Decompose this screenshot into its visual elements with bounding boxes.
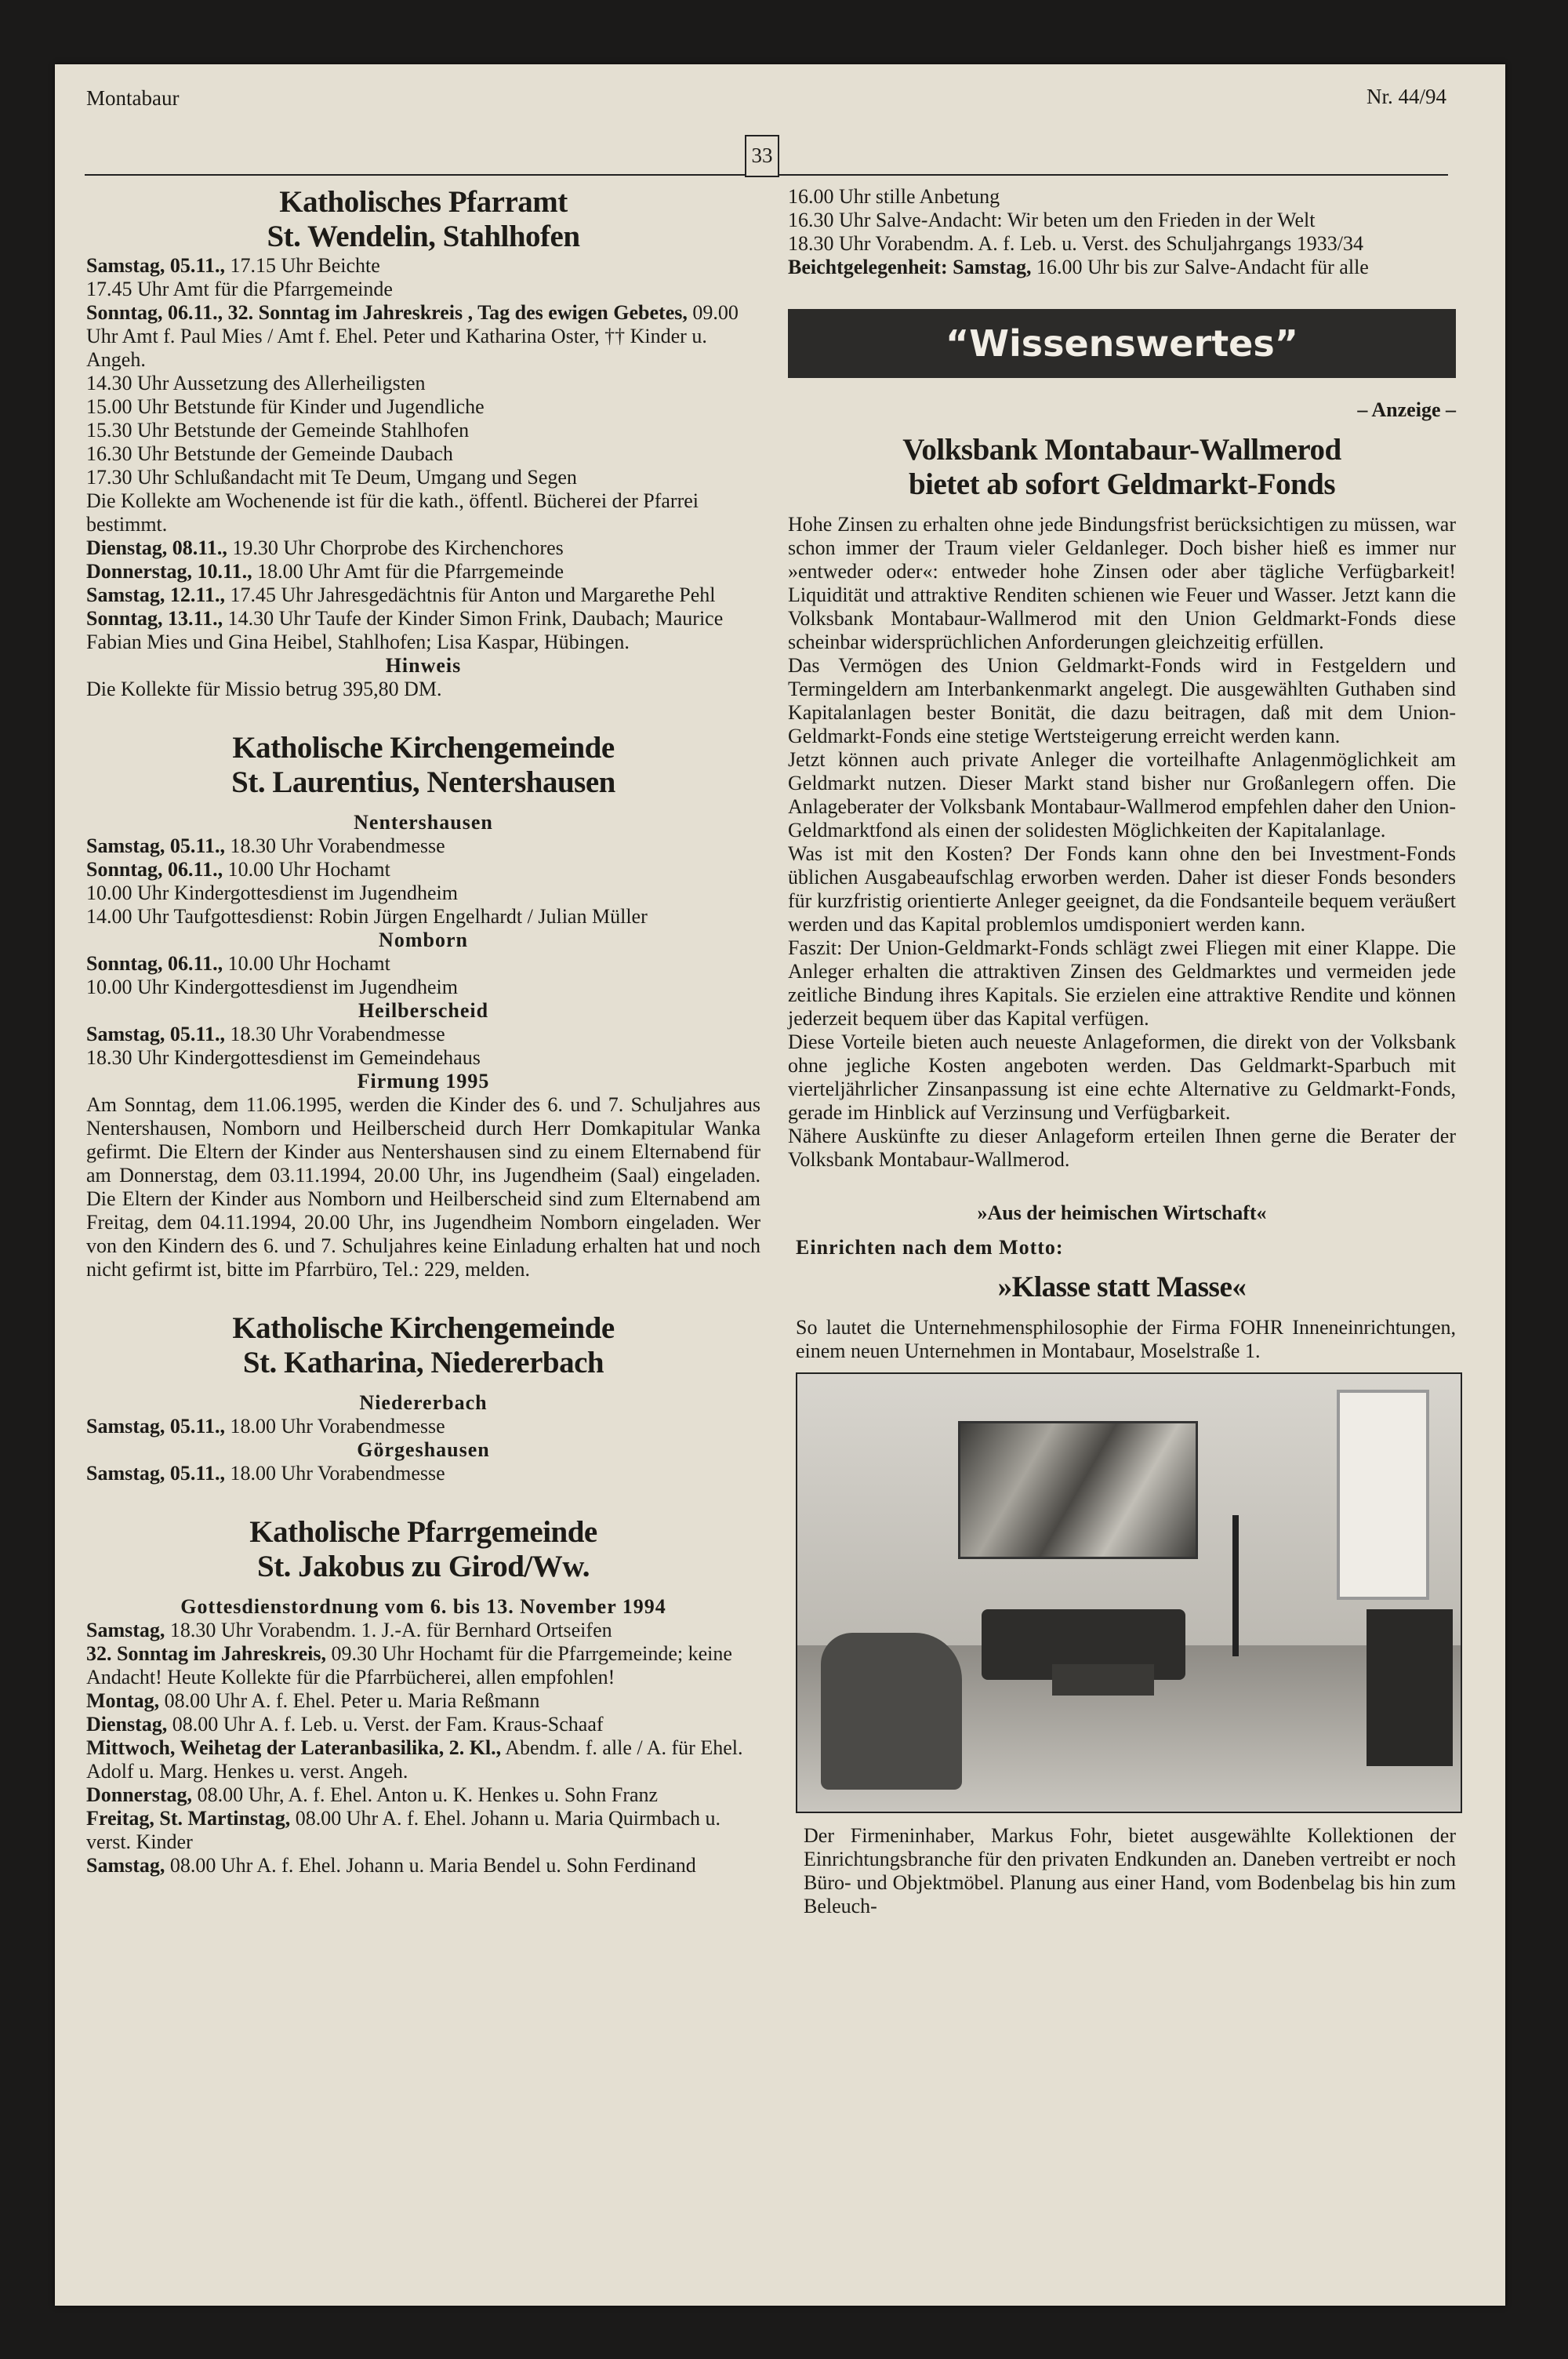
schedule-text: 09.30 Uhr Hochamt für die Pfarrgemeinde; keine Andacht! Heute Kollekte für die Pfarrbücherei, allen empfohlen! bbox=[86, 1642, 732, 1688]
photo-armchair bbox=[821, 1633, 962, 1790]
schedule-text: 17.30 Uhr Schlußandacht mit Te Deum, Umgang und Segen bbox=[86, 466, 577, 489]
schedule-text: 08.00 Uhr, A. f. Ehel. Anton u. K. Henkes u. Sohn Franz bbox=[192, 1783, 659, 1806]
schedule-line bbox=[86, 1854, 760, 1877]
schedule-text: 14.00 Uhr Taufgottesdienst: Robin Jürgen Engelhardt / Julian Müller bbox=[86, 905, 648, 928]
wirtschaft-sub: Einrichten nach dem Motto: bbox=[796, 1236, 1064, 1259]
schedule-line bbox=[86, 607, 760, 654]
schedule-text: 10.00 Uhr Kindergottesdienst im Jugendheim bbox=[86, 976, 458, 998]
schedule-day: Mittwoch, Weihetag der Lateranbasilika, 2. Kl., bbox=[86, 1736, 502, 1759]
schedule-text: 18.30 Uhr Vorabendm. A. f. Leb. u. Verst. des Schuljahrgangs 1933/34 bbox=[788, 232, 1363, 255]
section-title: Katholische Kirchengemeinde bbox=[232, 731, 615, 765]
article-paragraph: Jetzt können auch private Anleger die vorteilhafte Anlagenmöglichkeit am Geldmarkt nutzen. Dieser Markt stand bisher nur Großanlegern offen. Die Anlageberater der Volksbank Montabaur-Wallmerod empfehlen daher den Union-Geldmarktfond als einen der solidesten Möglichkeiten der Kapitalanlage. bbox=[788, 748, 1456, 841]
schedule-line bbox=[86, 1713, 760, 1736]
parish-heading: Nomborn bbox=[379, 929, 468, 951]
schedule-line bbox=[86, 1415, 760, 1438]
schedule-text: 17.15 Uhr Beichte bbox=[224, 254, 380, 277]
schedule-line bbox=[86, 905, 760, 929]
schedule-line bbox=[86, 466, 760, 489]
issue-number: Nr. 44/94 bbox=[1366, 85, 1446, 108]
continuation-lines bbox=[788, 185, 1456, 279]
schedule-line bbox=[86, 881, 760, 905]
article-paragraph: Hohe Zinsen zu erhalten ohne jede Bindungsfrist berücksichtigen zu müssen, war schon immer der Traum vieler Geldanleger. Doch bisher hieß es immer nur »entweder oder«: entweder hohe Zinsen oder aber tägliche Verfügbarkeit! Liquidität und attraktive Renditen schienen wie Feuer und Wasser. Jetzt kann die Volksbank Montabaur-Wallmerod mit den Union Geldmarkt-Fonds diese scheinbar widersprüchlichen Anforderungen gleichzeitig erfüllen. bbox=[788, 513, 1456, 653]
schedule-text: 10.00 Uhr Hochamt bbox=[223, 858, 390, 881]
laurentius-section bbox=[86, 731, 760, 1281]
photo-window bbox=[1337, 1390, 1429, 1600]
photo-lamp bbox=[1232, 1515, 1239, 1656]
schedule-text: 08.00 Uhr A. f. Ehel. Johann u. Maria Quirmbach u. verst. Kinder bbox=[86, 1807, 720, 1853]
wirtschaft-kicker: »Aus der heimischen Wirtschaft« bbox=[977, 1201, 1267, 1224]
schedule-day: Donnerstag, 10.11., bbox=[86, 560, 252, 583]
schedule-text: 15.00 Uhr Betstunde für Kinder und Jugendliche bbox=[86, 395, 485, 418]
schedule-line bbox=[86, 858, 760, 881]
schedule-line bbox=[86, 834, 760, 858]
schedule-text: 08.00 Uhr A. f. Ehel. Johann u. Maria Bendel u. Sohn Ferdinand bbox=[165, 1854, 696, 1877]
wissenswertes-banner: “Wissenswertes” bbox=[788, 309, 1456, 378]
photo-caption: Der Firmeninhaber, Markus Fohr, bietet ausgewählte Kollektionen der Einrichtungsbranche für den privaten Endkunden an. Daneben vertreibt er noch Büro- und Objektmöbel. Planung aus einer Hand, vom Bodenbelag bis hin zum Beleuch- bbox=[804, 1824, 1456, 1917]
schedule-text: 17.45 Uhr Amt für die Pfarrgemeinde bbox=[86, 278, 393, 300]
schedule-line bbox=[86, 395, 760, 419]
section-title: St. Laurentius, Nentershausen bbox=[231, 765, 615, 799]
schedule-text: 16.30 Uhr Betstunde der Gemeinde Daubach bbox=[86, 442, 453, 465]
schedule-day: Samstag, 12.11., bbox=[86, 583, 225, 606]
schedule-day: Samstag, 05.11., bbox=[86, 1023, 225, 1045]
anzeige-label: – Anzeige – bbox=[1357, 398, 1456, 421]
schedule-line bbox=[788, 232, 1456, 256]
schedule-line bbox=[788, 256, 1456, 279]
schedule-day: 32. Sonntag im Jahreskreis, bbox=[86, 1642, 327, 1665]
schedule-line bbox=[86, 952, 760, 976]
schedule-text: 15.30 Uhr Betstunde der Gemeinde Stahlhofen bbox=[86, 419, 470, 442]
article-body bbox=[788, 513, 1456, 1172]
firmung-heading: Firmung 1995 bbox=[357, 1070, 490, 1092]
schedule-day: Sonntag, 13.11., bbox=[86, 607, 223, 630]
photo-table bbox=[1052, 1664, 1154, 1696]
schedule-line bbox=[86, 372, 760, 395]
schedule-line bbox=[788, 185, 1456, 209]
schedule-list bbox=[86, 1023, 760, 1070]
schedule-day: Sonntag, 06.11., bbox=[86, 858, 223, 881]
schedule-text: 16.00 Uhr bis zur Salve-Andacht für alle bbox=[1031, 256, 1369, 278]
section-title: St. Jakobus zu Girod/Ww. bbox=[257, 1550, 590, 1583]
header-location: Montabaur bbox=[86, 86, 180, 110]
schedule-line bbox=[86, 536, 760, 560]
schedule-text: 14.30 Uhr Aussetzung des Allerheiligsten bbox=[86, 372, 426, 394]
header-rule-left bbox=[85, 174, 745, 176]
schedule-text: 18.00 Uhr Amt für die Pfarrgemeinde bbox=[252, 560, 564, 583]
schedule-text: 14.30 Uhr Taufe der Kinder Simon Frink, Daubach; Maurice Fabian Mies und Gina Heibel, Stahlhofen; Lisa Kaspar, Hübingen. bbox=[86, 607, 724, 653]
article-paragraph: Diese Vorteile bieten auch neueste Anlageformen, die direkt von der Volksbank ohne jegliche Kosten angeboten werden. Das Geldmarkt-Sparbuch mit vierteljährlicher Zinsanpassung ist eine echte Alternative zu Geldmarkt-Fonds, gerade im Hinblick auf Verzinsung und Verfügbarkeit. bbox=[788, 1030, 1456, 1124]
schedule-line bbox=[86, 1807, 760, 1854]
showroom-photo bbox=[796, 1372, 1462, 1813]
schedule-line bbox=[86, 1783, 760, 1807]
schedule-day: Sonntag, 06.11., bbox=[86, 952, 223, 975]
schedule-day: Dienstag, bbox=[86, 1713, 168, 1736]
section-title: Katholische Kirchengemeinde bbox=[232, 1311, 615, 1345]
header-rule-right bbox=[778, 174, 1448, 176]
schedule-line bbox=[86, 278, 760, 301]
schedule-line bbox=[86, 1689, 760, 1713]
schedule-text: 10.00 Uhr Kindergottesdienst im Jugendheim bbox=[86, 881, 458, 904]
schedule-text: 09.00 Uhr Amt f. Paul Mies / Amt f. Ehel. Peter und Katharina Oster, †† Kinder u. Angeh. bbox=[86, 301, 739, 371]
schedule-day: Samstag, bbox=[86, 1854, 165, 1877]
schedule-line bbox=[86, 1642, 760, 1689]
page-number: 33 bbox=[745, 135, 779, 177]
firmung-text: Am Sonntag, dem 11.06.1995, werden die Kinder des 6. und 7. Schuljahres aus Nentershausen, Nomborn und Heilberscheid durch Herr Domkapitular Wanka gefirmt. Die Eltern der Kinder aus Nentershausen sind zu einem Elternabend für am Donnerstag, dem 03.11.1994, 20.00 Uhr, ins Jugendheim (Saal) eingeladen. Die Eltern der Kinder aus Nomborn und Heilberscheid sind zum Elternabend am Freitag, dem 04.11.1994, 20.00 Uhr, ins Jugendheim Nomborn eingeladen. Wer von den Kindern des 6. und 7. Schuljahres keine Einladung erhalten hat und noch nicht gefirmt ist, bitte im Pfarrbüro, Tel.: 229, melden. bbox=[86, 1093, 760, 1281]
schedule-heading: Gottesdienstordnung vom 6. bis 13. November 1994 bbox=[180, 1595, 666, 1618]
schedule-text: 16.00 Uhr stille Anbetung bbox=[788, 185, 1000, 208]
jakobus-section bbox=[86, 1515, 760, 1877]
schedule-day: Samstag, 05.11., bbox=[86, 834, 225, 857]
article-paragraph: Was ist mit den Kosten? Der Fonds kann ohne den bei Investment-Fonds üblichen Ausgabeaufschlag erworben werden. Daher ist dieser Fonds besonders für kurzfristig orientierte Anleger geeignet, da die Fondsanteile bequem veräußert werden und das Kapital problemlos umdisponiert werden kann. bbox=[788, 842, 1456, 936]
schedule-day: Samstag, 05.11., bbox=[86, 1415, 225, 1438]
schedule-day: Samstag, bbox=[86, 1619, 165, 1641]
photo-painting bbox=[958, 1421, 1198, 1559]
wirtschaft-intro: So lautet die Unternehmensphilosophie der Firma FOHR Inneneinrichtungen, einem neuen Unternehmen in Montabaur, Moselstraße 1. bbox=[796, 1316, 1456, 1362]
schedule-line bbox=[86, 1046, 760, 1070]
schedule-day: Donnerstag, bbox=[86, 1783, 193, 1806]
section-title: St. Wendelin, Stahlhofen bbox=[267, 220, 580, 253]
schedule-text: 18.30 Uhr Kindergottesdienst im Gemeindehaus bbox=[86, 1046, 481, 1069]
schedule-line bbox=[86, 254, 760, 278]
schedule-text: 16.30 Uhr Salve-Andacht: Wir beten um den Frieden in der Welt bbox=[788, 209, 1316, 231]
parish-heading: Heilberscheid bbox=[358, 999, 489, 1022]
photo-cabinet bbox=[1367, 1609, 1453, 1766]
schedule-text: 19.30 Uhr Chorprobe des Kirchenchores bbox=[227, 536, 564, 559]
schedule-text: 18.30 Uhr Vorabendm. 1. J.-A. für Bernhard Ortseifen bbox=[165, 1619, 612, 1641]
article-title: bietet ab sofort Geldmarkt-Fonds bbox=[908, 467, 1336, 501]
schedule-line bbox=[86, 583, 760, 607]
hinweis-text: Die Kollekte für Missio betrug 395,80 DM. bbox=[86, 678, 442, 700]
schedule-text: 08.00 Uhr A. f. Leb. u. Verst. der Fam. Kraus-Schaaf bbox=[167, 1713, 604, 1736]
schedule-text: 08.00 Uhr A. f. Ehel. Peter u. Maria Reßmann bbox=[159, 1689, 540, 1712]
schedule-line bbox=[86, 1462, 760, 1485]
section-title: St. Katharina, Niedererbach bbox=[242, 1346, 604, 1379]
schedule-text: 18.00 Uhr Vorabendmesse bbox=[224, 1462, 445, 1485]
katharina-section bbox=[86, 1311, 760, 1485]
article-paragraph: Faszit: Der Union-Geldmarkt-Fonds schlägt zwei Fliegen mit einer Klappe. Die Anleger erhalten die attraktiven Zinsen des Geldmarktes und vermeiden jede zeitliche Bindung ihres Kapitals. Sie erzielen eine attraktive Rendite und können jederzeit bequem über das Kapital verfügen. bbox=[788, 936, 1456, 1030]
schedule-day: Beichtgelegenheit: Samstag, bbox=[788, 256, 1032, 278]
schedule-text: 17.45 Uhr Jahresgedächtnis für Anton und Margarethe Pehl bbox=[224, 583, 716, 606]
section-title: Katholische Pfarrgemeinde bbox=[249, 1515, 597, 1549]
schedule-text: 18.00 Uhr Vorabendmesse bbox=[224, 1415, 445, 1438]
schedule-line bbox=[86, 1736, 760, 1783]
schedule-list bbox=[86, 952, 760, 999]
schedule-line bbox=[86, 1619, 760, 1642]
schedule-day: Samstag, 05.11., bbox=[86, 254, 225, 277]
schedule-line bbox=[86, 442, 760, 466]
wirtschaft-title: »Klasse statt Masse« bbox=[997, 1271, 1247, 1303]
schedule-line bbox=[86, 489, 760, 536]
article-paragraph: Das Vermögen des Union Geldmarkt-Fonds wird in Festgeldern und Termingeldern am Interbankenmarkt angelegt. Die ausgewählten Guthaben sind Kapitalanlagen bester Bonität, die dazu beitragen, daß mit dem Union-Geldmarkt-Fonds eine stetige Wertsteigerung erreicht werden kann. bbox=[788, 654, 1456, 747]
schedule-day: Dienstag, 08.11., bbox=[86, 536, 227, 559]
schedule-line bbox=[86, 560, 760, 583]
schedule-line bbox=[86, 976, 760, 999]
article-paragraph: Nähere Auskünfte zu dieser Anlageform erteilen Ihnen gerne die Berater der Volksbank Montabaur-Wallmerod. bbox=[788, 1125, 1456, 1171]
wendelin-lines bbox=[86, 254, 760, 654]
schedule-line bbox=[86, 301, 760, 372]
schedule-list bbox=[86, 834, 760, 929]
parish-heading: Niedererbach bbox=[359, 1391, 488, 1414]
schedule-day: Montag, bbox=[86, 1689, 160, 1712]
schedule-text: 10.00 Uhr Hochamt bbox=[223, 952, 390, 975]
schedule-line bbox=[788, 209, 1456, 232]
schedule-text: 18.30 Uhr Vorabendmesse bbox=[224, 834, 445, 857]
left-column bbox=[86, 185, 760, 1877]
section-title: Katholisches Pfarramt bbox=[279, 185, 568, 219]
schedule-list bbox=[86, 1619, 760, 1877]
schedule-line bbox=[86, 1023, 760, 1046]
schedule-text: Abendm. f. alle / A. für Ehel. Adolf u. Marg. Henkes u. verst. Angeh. bbox=[86, 1736, 743, 1783]
schedule-text: Die Kollekte am Wochenende ist für die kath., öffentl. Bücherei der Pfarrei bestimmt. bbox=[86, 489, 699, 536]
wendelin-section bbox=[86, 185, 760, 701]
hinweis-heading: Hinweis bbox=[385, 654, 462, 677]
parish-heading: Nentershausen bbox=[354, 811, 493, 834]
parish-heading: Görgeshausen bbox=[357, 1438, 490, 1461]
schedule-day: Sonntag, 06.11., 32. Sonntag im Jahreskreis , Tag des ewigen Gebetes, bbox=[86, 301, 688, 324]
schedule-line bbox=[86, 419, 760, 442]
schedule-day: Samstag, 05.11., bbox=[86, 1462, 225, 1485]
schedule-text: 18.30 Uhr Vorabendmesse bbox=[224, 1023, 445, 1045]
right-column bbox=[788, 185, 1456, 1918]
schedule-day: Freitag, St. Martinstag, bbox=[86, 1807, 291, 1830]
article-title: Volksbank Montabaur-Wallmerod bbox=[902, 433, 1341, 467]
